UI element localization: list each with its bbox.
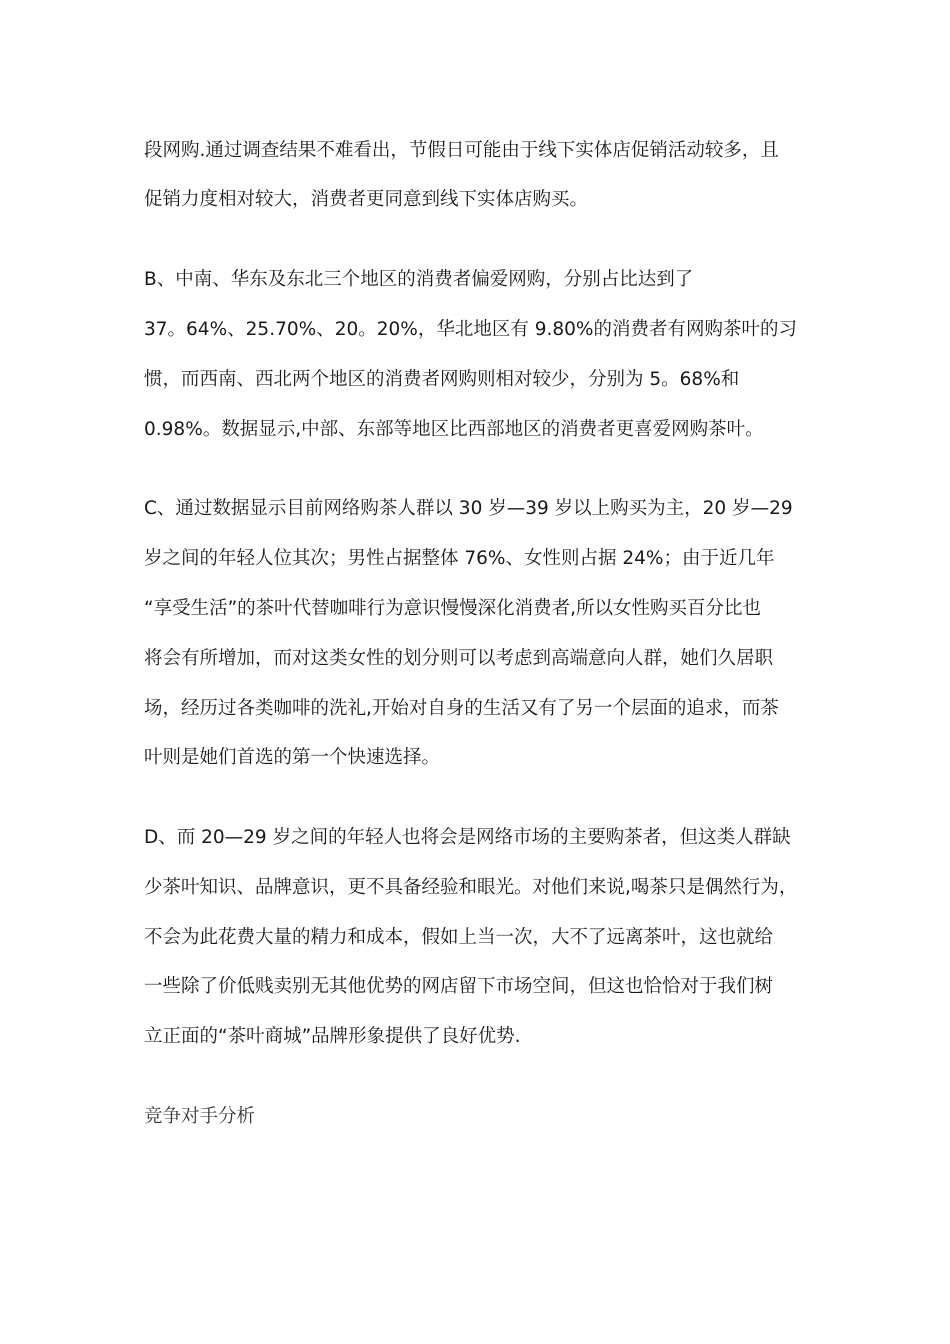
paragraph-line: 将会有所增加，而对这类女性的划分则可以考虑到高端意向人群，她们久居职 <box>144 648 774 669</box>
paragraph-line: B、中南、华东及东北三个地区的消费者偏爱网购，分别占比达到了 <box>144 269 694 290</box>
paragraph-line: 不会为此花费大量的精力和成本，假如上当一次，大不了远离茶叶，这也就给 <box>144 927 774 948</box>
paragraph-line: 少茶叶知识、品牌意识，更不具备经验和眼光。对他们来说,喝茶只是偶然行为， <box>144 877 798 898</box>
paragraph-line: 岁之间的年轻人位其次；男性占据整体 76%、女性则占据 24%；由于近几年 <box>144 548 775 569</box>
paragraph-line: 场，经历过各类咖啡的洗礼,开始对自身的生活又有了另一个层面的追求，而茶 <box>144 698 779 719</box>
paragraph-line: C、通过数据显示目前网络购茶人群以 30 岁—39 岁以上购买为主，20 岁—29 <box>144 498 793 519</box>
paragraph-line: 一些除了价低贱卖别无其他优势的网店留下市场空间，但这也恰恰对于我们树 <box>144 976 774 997</box>
paragraph-line: 0.98%。数据显示,中部、东部等地区比西部地区的消费者更喜爱网购茶叶。 <box>144 419 764 440</box>
paragraph-line: 段网购.通过调查结果不难看出，节假日可能由于线下实体店促销活动较多，且 <box>144 140 779 161</box>
paragraph-line: 立正面的“茶叶商城”品牌形象提供了良好优势. <box>144 1026 521 1047</box>
paragraph-line: 叶则是她们首选的第一个快速选择。 <box>144 747 441 768</box>
section-heading: 竞争对手分析 <box>144 1106 256 1127</box>
paragraph-line: 惯，而西南、西北两个地区的消费者网购则相对较少，分别为 5。68%和 <box>144 369 740 390</box>
paragraph-line: D、而 20—29 岁之间的年轻人也将会是网络市场的主要购茶者，但这类人群缺 <box>144 827 791 848</box>
paragraph-line: “享受生活”的茶叶代替咖啡行为意识慢慢深化消费者,所以女性购买百分比也 <box>144 598 762 619</box>
paragraph-line: 37。64%、25.70%、20。20%，华北地区有 9.80%的消费者有网购茶叶的习 <box>144 319 798 340</box>
paragraph-line: 促销力度相对较大，消费者更同意到线下实体店购买。 <box>144 189 589 210</box>
